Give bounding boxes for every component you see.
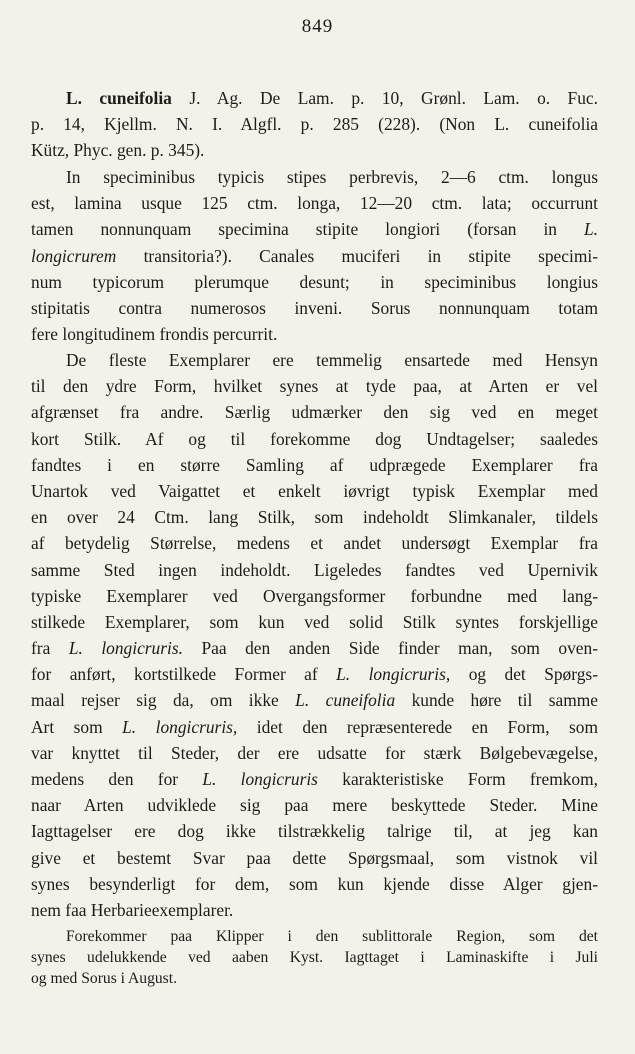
species-name-genus: L. — [66, 88, 82, 108]
text-line: In speciminibus typicis stipes perbrevis, 2—6 ctm. longus — [66, 167, 598, 187]
text-line: Iagttagelser ere dog ikke tilstrækkelig talrige til, at jeg kan — [31, 821, 598, 842]
text-line: Unartok ved Vaigattet et enkelt iøvrigt typisk Exemplar med — [31, 480, 598, 501]
text-line: fandtes i en større Samling af udprægede Exemplarer fra — [31, 454, 598, 475]
text-line: stilkede Exemplarer, som kun ved solid Stilk syntes forskjellige — [31, 611, 598, 632]
text-line: samme Sted ingen indeholdt. Ligeledes fandtes ved Upernivik — [31, 559, 598, 580]
text-line: kort Stilk. Af og til forekomme dog Undtagelser; saaledes — [31, 428, 598, 449]
text-line: af betydelig Størrelse, medens et andet undersøgt Exemplar fra — [31, 533, 598, 554]
text-line: L. cuneifolia J. Ag. De Lam. p. 10, Grønl. Lam. o. Fuc. — [66, 88, 598, 108]
text-line: num typicorum plerumque desunt; in speciminibus longius — [31, 271, 598, 292]
text-line: longicrurem transitoria?). Canales muciferi in stipite specimi- — [31, 245, 598, 266]
text-line: for anført, kortstilkede Former af L. longicruris, og det Spørgs- — [31, 664, 598, 685]
text-line: synes udelukkende ved aaben Kyst. Iagttaget i Laminaskifte i Juli — [31, 949, 598, 966]
latin-description — [31, 164, 598, 347]
text-line: var knyttet til Steder, der ere udsatte for stærk Bølgebevægelse, — [31, 742, 598, 763]
text-line: fra L. longicruris. Paa den anden Side finder man, som oven- — [31, 638, 598, 659]
text-line: typiske Exemplarer ved Overgangsformer forbundne med lang- — [31, 585, 598, 606]
text-line: synes besynderligt for dem, som kun kjende disse Alger gjen- — [31, 873, 598, 894]
text-line: afgrænset fra andre. Særlig udmærker den sig ved en meget — [31, 402, 598, 423]
text-line: stipitatis contra numerosos inveni. Sorus nonnunquam totam — [31, 297, 598, 318]
species-name-epithet: cuneifolia — [99, 88, 172, 108]
text-line: og med Sorus i August. — [31, 970, 177, 987]
text-line: nem faa Herbarieexemplarer. — [31, 899, 234, 920]
species-citation — [31, 85, 598, 164]
text-line: medens den for L. longicruris karakteristiske Form fremkom, — [31, 769, 598, 789]
text-line: en over 24 Ctm. lang Stilk, som indeholdt Slimkanaler, tildels — [31, 507, 598, 528]
text-line: maal rejser sig da, om ikke L. cuneifolia kunde høre til samme — [31, 690, 598, 711]
text-line: naar Arten udviklede sig paa mere beskyttede Steder. Mine — [31, 795, 598, 816]
text-line: est, lamina usque 125 ctm. longa, 12—20 ctm. lata; occurrunt — [31, 193, 598, 214]
text-line: Kütz, Phyc. gen. p. 345). — [31, 140, 205, 161]
text-line: p. 14, Kjellm. N. I. Algfl. p. 285 (228). (Non L. cuneifolia — [31, 114, 598, 135]
text-line: De fleste Exemplarer ere temmelig ensartede med Hensyn — [66, 350, 598, 370]
text-line: til den ydre Form, hvilket synes at tyde paa, at Arten er vel — [31, 376, 598, 397]
habitat-note — [31, 926, 598, 989]
text-line: tamen nonnunquam specimina stipite longiori (forsan in L. — [31, 219, 598, 240]
text-line: Forekommer paa Klipper i den sublittorale Region, som det — [66, 928, 598, 945]
text-line: fere longitudinem frondis percurrit. — [31, 324, 278, 345]
page-number: 849 — [301, 16, 334, 37]
text-line: give et bestemt Svar paa dette Spørgsmaal, som vistnok vil — [31, 847, 598, 868]
text-line: Art som L. longicruris, idet den repræsenterede en Form, som — [31, 716, 598, 737]
danish-discussion — [31, 347, 598, 923]
